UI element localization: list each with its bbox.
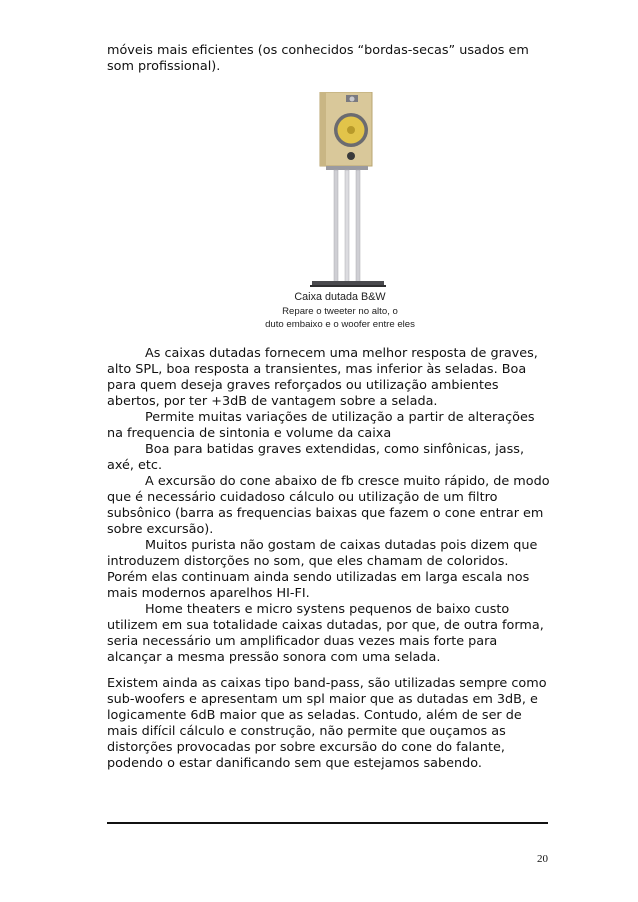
stand-top-plate	[326, 166, 368, 170]
caption-line-2: Repare o tweeter no alto, o	[282, 306, 398, 317]
figure-caption	[200, 290, 480, 331]
paragraph: A excursão do cone abaixo de fb cresce muito rápido, de modo que é necessário cuidadoso cálculo ou utilização de um filtro subsônico (barra as frequencias baixas que fazem o cone entrar em sobre excursão).	[107, 474, 550, 537]
closing-paragraph	[107, 676, 552, 772]
stand-pillar-left	[334, 170, 338, 282]
stand-base	[312, 281, 384, 285]
paragraph: Home theaters e micro systens pequenos de baixo custo utilizem em sua totalidade caixas dutadas, por que, de outra forma, seria necessário um amplificador duas vezes mais forte para alcançar a mesma pressão sonora com uma selada.	[107, 602, 544, 665]
tweeter-icon	[350, 97, 355, 102]
intro-line-2: som profissional).	[107, 59, 221, 74]
intro-line-1: móveis mais eficientes (os conhecidos “bordas-secas” usados em	[107, 43, 529, 58]
paragraph: Existem ainda as caixas tipo band-pass, são utilizadas sempre como sub-woofers e apresentam um spl maior que as dutadas em 3dB, e logicamente 6dB maior que as seladas. Contudo, além de ser de mais difícil cálculo e construção, não permite que ouçamos as distorções provocadas por sobre excursão do cone do falante, podendo o estar danificando sem que estejamos sabendo.	[107, 676, 547, 771]
bass-port-icon	[347, 152, 355, 160]
paragraph: As caixas dutadas fornecem uma melhor resposta de graves, alto SPL, boa resposta a transientes, mas inferior às seladas. Boa para quem deseja graves reforçados ou utilização ambientes abertos, por ter +3dB de vantagem sobre a selada.	[107, 346, 538, 409]
woofer-dustcap	[347, 126, 355, 134]
footer-rule	[107, 822, 548, 824]
body-text	[107, 346, 552, 666]
caption-line-3: duto embaixo e o woofer entre eles	[265, 319, 415, 330]
paragraph: Boa para batidas graves extendidas, como sinfônicas, jass, axé, etc.	[107, 442, 525, 473]
speaker-cabinet-side	[320, 92, 326, 166]
stand-pillar-right	[356, 170, 360, 282]
page-number: 20	[537, 853, 548, 865]
speaker-on-stand-image	[304, 92, 392, 292]
intro-text	[107, 43, 552, 75]
speaker-illustration	[304, 92, 392, 292]
paragraph: Muitos purista não gostam de caixas dutadas pois dizem que introduzem distorções no som, que eles chamam de coloridos. Porém elas continuam ainda sendo utilizadas em larga escala nos mais modernos aparelhos HI-FI.	[107, 538, 538, 601]
paragraph: Permite muitas variações de utilização a partir de alterações na frequencia de sintonia e volume da caixa	[107, 410, 535, 441]
stand-pillar-center	[345, 170, 349, 282]
stand-base-shadow	[310, 285, 386, 287]
caption-title: Caixa dutada B&W	[294, 291, 386, 303]
